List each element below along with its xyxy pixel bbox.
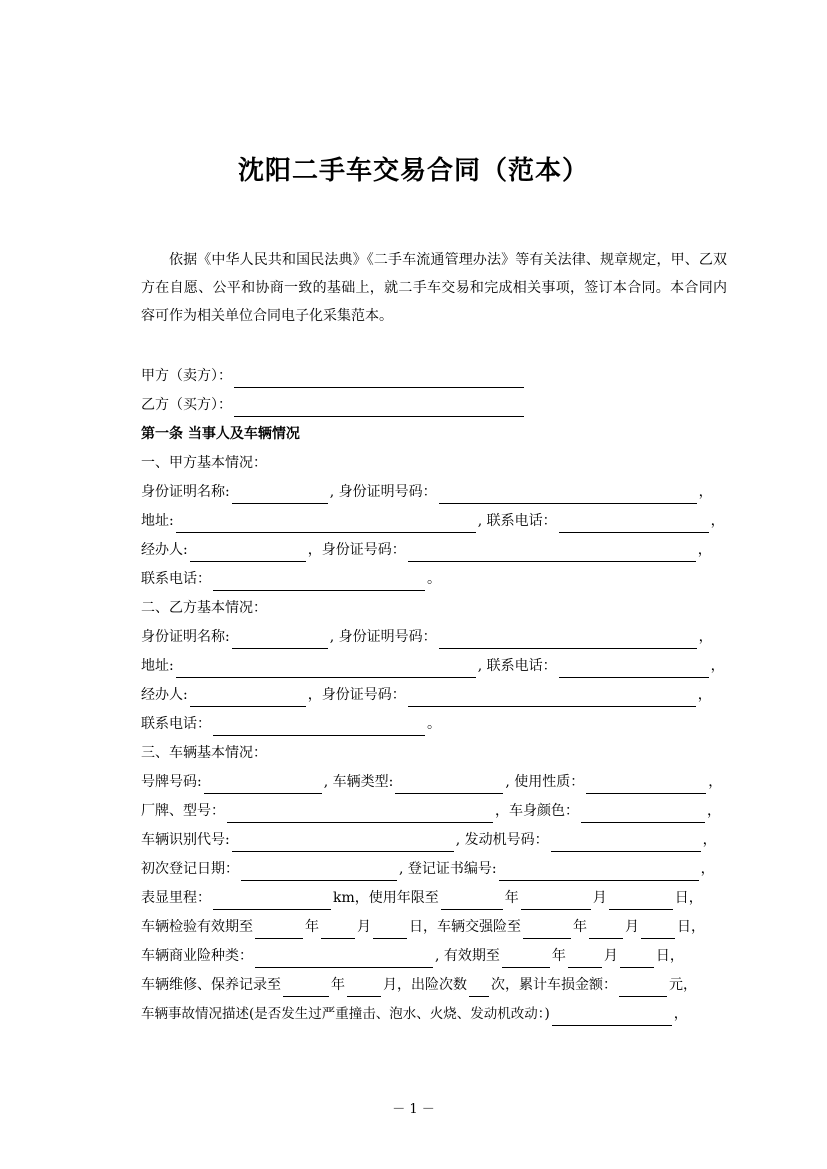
party-a-section-text: 一、甲方基本情况： [141,455,267,471]
inspection-label: 车辆检验有效期至 [141,919,253,935]
claims-count-field[interactable] [469,978,489,997]
valid-year-label: 年 [551,948,566,964]
claims-amount-field[interactable] [619,978,667,997]
b-phone-label: , 联系电话： [477,658,557,674]
use-limit-month-field[interactable] [521,891,591,910]
intro-text: 依据《中华人民共和国民法典》《二手车流通管理办法》等有关法律、规章规定，甲、乙双方在自愿、公平和协商一致的基础上，就二手车交易和完成相关事项，签订本合同。本合同内容可作为相关单位合同电子化采集范本。 [141,252,727,324]
compulsory-month-label: 月 [625,919,639,935]
use-limit-day-label: 日， [674,890,703,906]
a-id-number-field[interactable] [439,485,697,504]
first-reg-comma: ， [700,861,715,877]
a-id-row [141,480,713,504]
vin-field[interactable] [232,833,454,852]
party-b-section-heading [141,596,267,620]
vin-row [141,828,717,852]
compulsory-day-label: 日， [677,919,705,935]
b-id-number-field[interactable] [439,630,697,649]
a-agent-comma: ， [697,542,712,558]
b-id-name-field[interactable] [232,630,328,649]
page-number: － 1 － [392,1102,435,1117]
plate-label: 号牌号码: [141,774,202,790]
inspection-year-label: 年 [305,919,319,935]
party-a-label: 甲方（卖方）： [141,368,232,384]
first-reg-field[interactable] [241,862,397,881]
odometer-field[interactable] [213,891,331,910]
engine-no-label: , 发动机号码： [455,832,549,848]
odometer-label: 表显里程： [141,890,211,906]
use-limit-day-field[interactable] [609,891,673,910]
a-agent-id-field[interactable] [408,543,696,562]
valid-month-field[interactable] [568,949,602,968]
vehicle-type-label: , 车辆类型: [323,774,394,790]
valid-month-label: 月 [603,948,618,964]
brand-comma: ， [707,803,721,819]
use-nature-field[interactable] [586,775,706,794]
b-address-field[interactable] [176,659,476,678]
b-agent-id-label: ，身份证号码： [307,687,406,703]
valid-year-field[interactable] [502,949,550,968]
b-phone-field[interactable] [559,659,709,678]
a-id-name-field[interactable] [232,485,328,504]
plate-comma: ， [708,774,723,790]
party-b-field[interactable] [234,398,524,417]
party-b-row [141,393,526,417]
body-color-field[interactable] [581,804,705,823]
a-id-name-label: 身份证明名称: [141,484,230,500]
inspection-month-label: 月 [357,919,371,935]
b-contact-field[interactable] [213,717,425,736]
a-contact-label: 联系电话： [141,571,211,587]
maintenance-year-label: 年 [331,977,345,993]
claims-amount-label: 次，累计车损金额： [491,977,617,993]
a-id-comma: ， [698,484,713,500]
b-contact-label: 联系电话： [141,716,211,732]
a-address-comma: ， [710,513,725,529]
party-b-label: 乙方（买方）： [141,397,232,413]
a-address-row [141,509,725,533]
maintenance-month-field[interactable] [347,978,381,997]
b-agent-field[interactable] [190,688,306,707]
inspection-month-field[interactable] [321,920,355,939]
party-a-row [141,364,526,388]
maintenance-year-field[interactable] [283,978,329,997]
reg-cert-field[interactable] [499,862,699,881]
vin-label: 车辆识别代号: [141,832,230,848]
party-a-section-heading [141,451,267,475]
use-limit-year-label: 年 [504,890,519,906]
maintenance-row [141,973,697,997]
brand-model-label: 厂牌、型号： [141,803,225,819]
use-limit-month-label: 月 [592,890,607,906]
vehicle-section-heading [141,741,267,765]
b-id-name-label: 身份证明名称: [141,629,230,645]
article-1-heading [141,422,300,446]
vehicle-type-field[interactable] [395,775,503,794]
yuan-label: 元， [669,977,697,993]
first-reg-row [141,857,715,881]
a-id-number-label: , 身份证明号码： [329,484,437,500]
body-color-label: ，车身颜色： [495,803,579,819]
b-address-comma: ， [710,658,725,674]
article-1-text: 第一条 当事人及车辆情况 [141,426,300,442]
document-title: 沈阳二手车交易合同（范本） [237,156,589,186]
vin-comma: ， [702,832,717,848]
b-agent-comma: ， [697,687,712,703]
b-agent-row [141,683,712,707]
valid-day-label: 日， [655,948,684,964]
compulsory-month-field[interactable] [589,920,623,939]
compulsory-year-label: 年 [573,919,587,935]
b-address-row [141,654,725,678]
a-agent-label: 经办人: [141,542,188,558]
commercial-ins-row [141,944,684,968]
a-agent-row [141,538,712,562]
inspection-day-field[interactable] [373,920,407,939]
b-contact-period: 。 [427,716,441,732]
inspection-year-field[interactable] [255,920,303,939]
b-contact-row [141,712,441,736]
a-contact-period: 。 [427,571,441,587]
intro-paragraph [141,246,727,330]
a-contact-row [141,567,441,591]
a-agent-field[interactable] [190,543,306,562]
compulsory-day-field[interactable] [641,920,675,939]
a-phone-field[interactable] [559,514,709,533]
a-agent-id-label: ，身份证号码： [307,542,406,558]
b-id-row [141,625,713,649]
engine-no-field[interactable] [551,833,701,852]
claims-label: 月，出险次数 [383,977,467,993]
a-phone-label: , 联系电话： [477,513,557,529]
b-agent-id-field[interactable] [408,688,696,707]
commercial-ins-label: 车辆商业险种类： [141,948,253,964]
use-nature-label: , 使用性质： [505,774,585,790]
maintenance-label: 车辆维修、保养记录至 [141,977,281,993]
b-id-comma: ， [698,629,713,645]
commercial-ins-field[interactable] [255,949,433,968]
use-limit-label: km，使用年限至 [333,890,439,906]
compulsory-ins-label: 日，车辆交强险至 [409,919,521,935]
brand-row [141,799,721,823]
inspection-row [141,915,705,939]
a-address-label: 地址: [141,513,174,529]
b-id-number-label: , 身份证明号码： [329,629,437,645]
plate-field[interactable] [204,775,322,794]
odometer-row [141,886,703,910]
a-contact-field[interactable] [213,572,425,591]
accident-label: 车辆事故情况描述(是否发生过严重撞击、泡水、火烧、发动机改动：) [141,1006,550,1022]
party-a-field[interactable] [234,369,524,388]
plate-row [141,770,722,794]
first-reg-label: 初次登记日期： [141,861,239,877]
accident-row [141,1002,688,1026]
a-address-field[interactable] [176,514,476,533]
brand-model-field[interactable] [227,804,493,823]
compulsory-year-field[interactable] [523,920,571,939]
b-address-label: 地址: [141,658,174,674]
vehicle-section-text: 三、车辆基本情况： [141,745,267,761]
accident-field[interactable] [552,1007,672,1026]
reg-cert-label: , 登记证书编号: [399,861,497,877]
b-agent-label: 经办人: [141,687,188,703]
accident-comma: ， [673,1006,688,1022]
valid-until-label: , 有效期至 [435,948,500,964]
use-limit-year-field[interactable] [441,891,503,910]
valid-day-field[interactable] [620,949,654,968]
party-b-section-text: 二、乙方基本情况： [141,600,267,616]
